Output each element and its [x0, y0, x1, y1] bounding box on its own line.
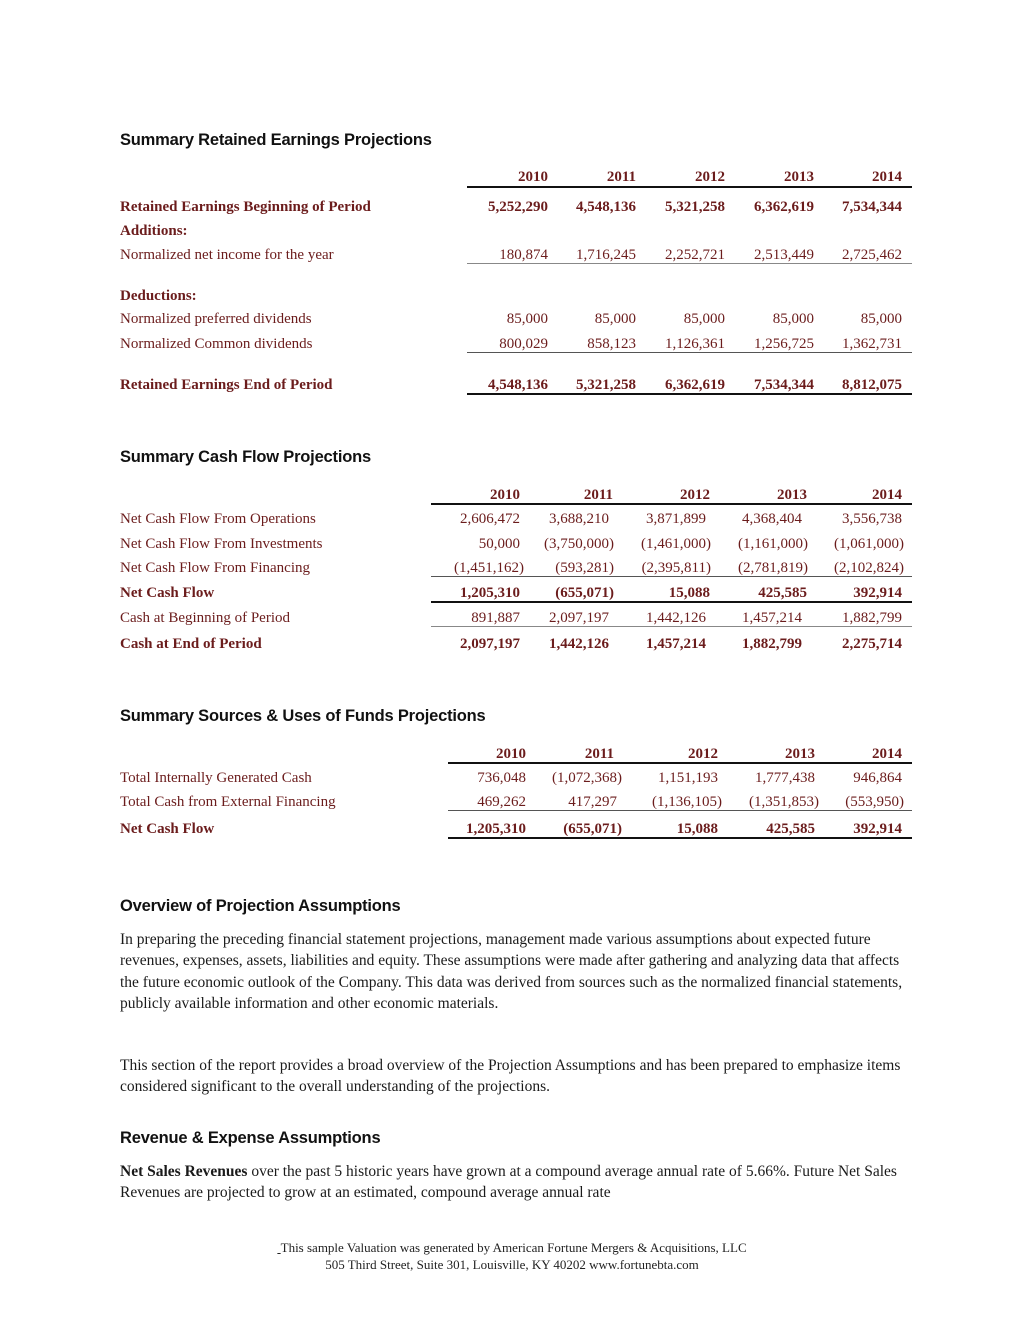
re-year-header: 2010 2011 2012 2013 2014: [518, 169, 902, 185]
re-additions-rule: [467, 263, 912, 264]
re-total-rule: [467, 393, 912, 395]
table-row: Net Cash Flow 1,205,310 (655,071) 15,088 425,585 392,914: [120, 821, 902, 837]
net-sales-revenues-term: Net Sales Revenues: [120, 1163, 248, 1180]
su-total-rule: [448, 837, 912, 839]
re-deductions-rule: [467, 352, 912, 353]
re-header-rule: [467, 186, 912, 188]
table-row: Deductions:: [120, 288, 197, 304]
table-row: Cash at Beginning of Period 891,887 2,097,197 1,442,126 1,457,214 1,882,799: [120, 610, 902, 626]
cf-financing-rule: [431, 576, 912, 577]
cf-beginning-rule: [431, 626, 912, 627]
table-row: Net Cash Flow From Operations 2,606,472 3,688,210 3,871,899 4,368,404 3,556,738: [120, 511, 902, 527]
table-row: Retained Earnings End of Period 4,548,136 5,321,258 6,362,619 7,534,344 8,812,075: [120, 377, 902, 393]
table-row: Additions:: [120, 223, 188, 239]
table-row: Net Cash Flow From Investments 50,000 (3,750,000) (1,461,000) (1,161,000) (1,061,000): [120, 536, 904, 552]
footer-line-1: This sample Valuation was generated by American Fortune Mergers & Acquisitions, LLC: [280, 1240, 747, 1255]
page-footer: [0, 1239, 1024, 1273]
table-row: Net Cash Flow From Financing (1,451,162) (593,281) (2,395,811) (2,781,819) (2,102,824): [120, 560, 904, 576]
sources-uses-heading: Summary Sources & Uses of Funds Projections: [120, 707, 486, 725]
table-row: Normalized preferred dividends 85,000 85,000 85,000 85,000 85,000: [120, 311, 902, 327]
table-row: Normalized net income for the year 180,874 1,716,245 2,252,721 2,513,449 2,725,462: [120, 247, 902, 263]
su-year-header: 2010 2011 2012 2013 2014: [496, 746, 902, 762]
table-row: Total Internally Generated Cash 736,048 (1,072,368) 1,151,193 1,777,438 946,864: [120, 770, 902, 786]
footer-line-2: 505 Third Street, Suite 301, Louisville, KY 40202 www.fortunebta.com: [325, 1257, 699, 1272]
revenue-paragraph: Net Sales Revenues over the past 5 historic years have grown at a compound average annual rate of 5.66%. Future Net Sales Revenues are projected to grow at an estimated, compound average annual rate: [120, 1163, 897, 1202]
table-row: Retained Earnings Beginning of Period 5,252,290 4,548,136 5,321,258 6,362,619 7,534,344: [120, 199, 902, 215]
table-row: Total Cash from External Financing 469,262 417,297 (1,136,105) (1,351,853) (553,950): [120, 794, 904, 810]
overview-paragraph-1: In preparing the preceding financial statement projections, management made various assumptions about expected future revenues, expenses, assets, liabilities and equity. These assumptions were made after gathering and analyzing data that affects the future economic outlook of the Company. This data was derived from sources such as the normalized financial statements, publicly available information and other economic materials.: [120, 931, 903, 1012]
overview-heading: Overview of Projection Assumptions: [120, 897, 401, 915]
cash-flow-heading: Summary Cash Flow Projections: [120, 448, 371, 466]
cf-header-rule: [431, 503, 912, 505]
table-row: Net Cash Flow 1,205,310 (655,071) 15,088 425,585 392,914: [120, 585, 902, 601]
retained-earnings-heading: Summary Retained Earnings Projections: [120, 131, 432, 149]
table-row: Cash at End of Period 2,097,197 1,442,126 1,457,214 1,882,799 2,275,714: [120, 636, 902, 652]
su-external-rule: [448, 810, 912, 811]
cf-year-header: 2010 2011 2012 2013 2014: [490, 487, 902, 503]
su-header-rule: [448, 762, 912, 764]
cf-net-rule: [431, 601, 912, 603]
revenue-expense-heading: Revenue & Expense Assumptions: [120, 1129, 381, 1147]
overview-paragraph-2: This section of the report provides a broad overview of the Projection Assumptions and has been prepared to emphasize items considered significant to the overall understanding of the projections.: [120, 1057, 901, 1096]
table-row: Normalized Common dividends 800,029 858,123 1,126,361 1,256,725 1,362,731: [120, 336, 902, 352]
